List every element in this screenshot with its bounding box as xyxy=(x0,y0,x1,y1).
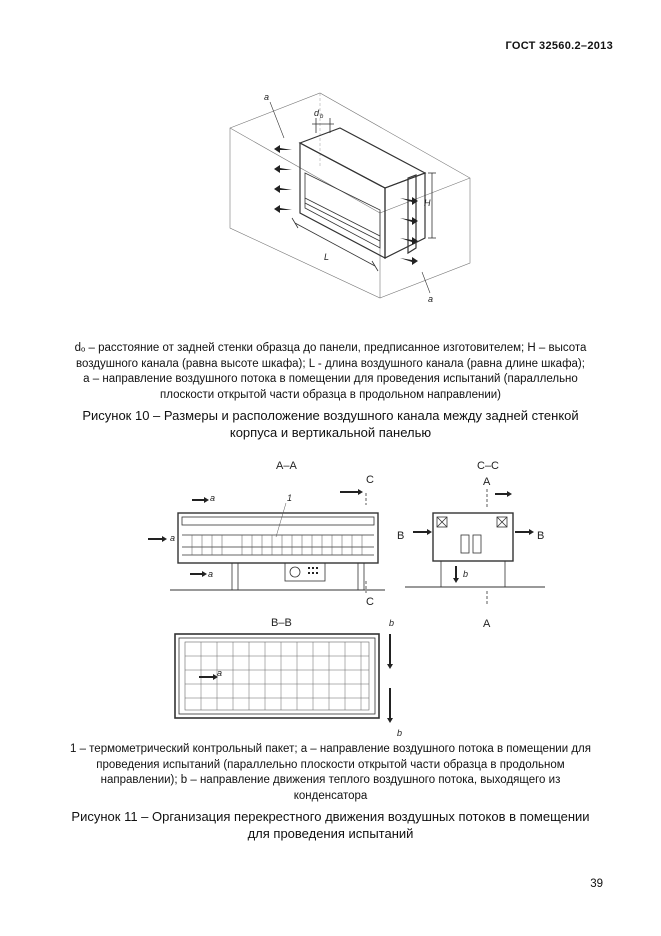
caption-line: dₒ – расстояние от задней стенки образца до панели, предписанное изготовителем; H – высота xyxy=(74,342,587,354)
figure-11-section-aa xyxy=(140,455,400,615)
section-bb-label: B–B xyxy=(271,617,292,629)
figure-11-title xyxy=(60,808,601,842)
label-c-bottom: C xyxy=(366,596,374,608)
title-line: для проведения испытаний xyxy=(247,826,414,841)
figure-10-drawing xyxy=(220,88,480,308)
figure-11-section-bb xyxy=(165,612,415,740)
figure-10-title xyxy=(60,407,601,441)
label-a-top: a xyxy=(210,493,216,503)
label-a-top: a xyxy=(264,92,270,102)
caption-line: конденсатора xyxy=(293,789,368,802)
label-H: H xyxy=(424,198,431,208)
label-b-bottom: b xyxy=(397,728,403,738)
caption-line: проведения испытаний (параллельно плоскости открытой части образца в продольном xyxy=(96,758,565,771)
label-b-top: b xyxy=(389,618,395,628)
label-b-left: B xyxy=(397,530,405,542)
label-a-bottom: a xyxy=(428,294,434,304)
caption-line: плоскости открытой части образца в продольном направлении) xyxy=(160,388,501,401)
title-line: Рисунок 10 – Размеры и расположение воздушного канала между задней стенкой xyxy=(82,408,579,423)
label-c-top: C xyxy=(366,474,374,486)
label-a-bottom: a xyxy=(208,569,214,579)
title-line: Рисунок 11 – Организация перекрестного движения воздушных потоков в помещении xyxy=(71,809,590,824)
label-b-right: B xyxy=(537,530,545,542)
label-a-left: a xyxy=(170,533,176,543)
figure-10-caption xyxy=(60,341,601,403)
label-d-sub: b xyxy=(320,114,324,120)
label-a-top: A xyxy=(483,476,491,488)
label-a-inner: a xyxy=(217,668,223,678)
section-aa-label: A–A xyxy=(276,460,297,472)
caption-line: 1 – термометрический контрольный пакет; a – направление воздушного потока в помещении для xyxy=(69,743,591,755)
figure-11-section-cc xyxy=(395,455,565,630)
caption-line: направлении); b – направление движения теплого воздушного потока, выходящего из xyxy=(100,774,561,786)
label-d: d xyxy=(314,108,320,118)
page-number: 39 xyxy=(590,878,603,890)
standard-header: ГОСТ 32560.2–2013 xyxy=(505,40,613,52)
caption-line: воздушного канала (равна высоте шкафа); L - длина воздушного канала (равна длине шкафа); xyxy=(76,357,585,370)
label-L: L xyxy=(324,252,330,262)
label-1: 1 xyxy=(287,493,293,503)
label-a-bottom: A xyxy=(483,618,491,630)
figure-11-caption xyxy=(60,742,601,804)
label-b: b xyxy=(463,569,469,579)
section-cc-label: C–C xyxy=(477,460,500,472)
title-line: корпуса и вертикальной панелью xyxy=(229,425,432,440)
caption-line: a – направление воздушного потока в помещении для проведения испытаний (параллельно xyxy=(83,373,578,385)
